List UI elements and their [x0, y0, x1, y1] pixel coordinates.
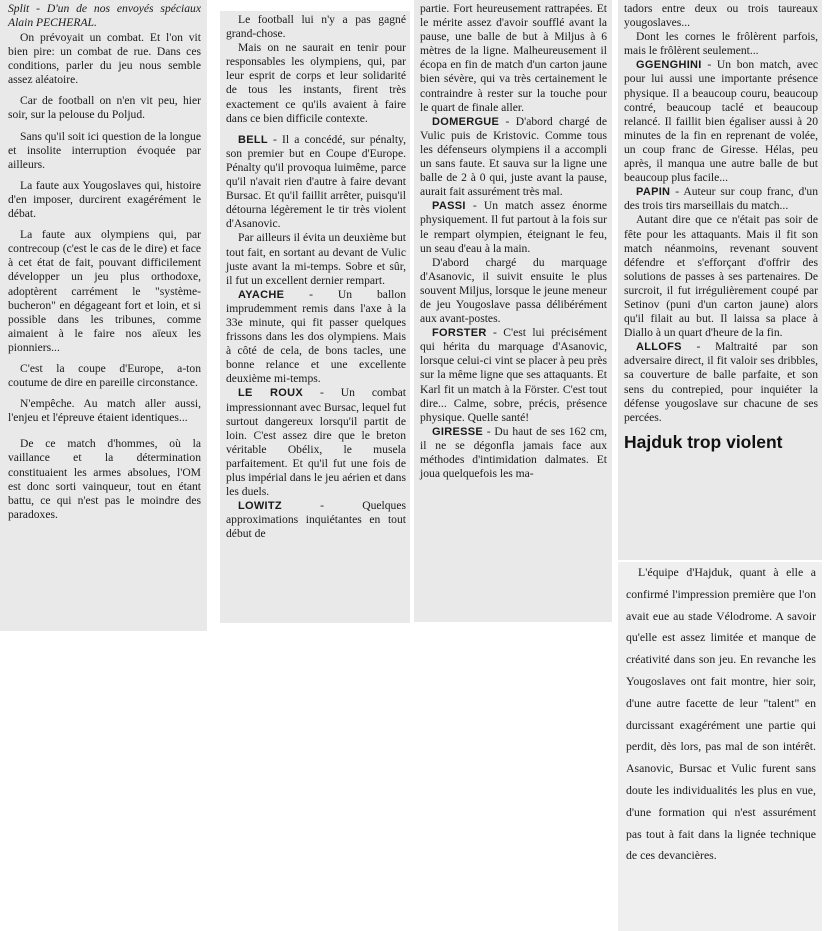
paragraph: L'équipe d'Hajduk, quant à elle a confirmé l'impression première que l'on avait eue au stade Vélodrome. A savoir qu'elle est assez limitée et manque de créativité dans son jeu. En revanche les Yougoslaves ont fait montre, hier soir, d'une autre facette de leur "talent" en durcissant exagérément une partie qui perdit, dès lors, pas mal de son intérêt. Asanovic, Bursac et Vulic furent sans doute les individualités les plus en vue, d'une formation qui n'est assurément pas tout à fait dans la lignée technique de ces devancières.: [626, 565, 816, 863]
paragraph: partie. Fort heureusement rattrapées. Et le mérite assez d'avoir soufflé avant la pause, une balle de but à Miljus à 6 mètres de la ligne. Malheureusement il écopa en fin de match d'un carton jaune bien sévère, qui va très certainement le contraindre à rester sur la touche pour le quart de finale aller.: [420, 2, 607, 114]
player-name: LE ROUX: [238, 387, 304, 400]
paragraph: On prévoyait un combat. Et l'on vit bien pire: un combat de rue. Dans ces conditions, parler du jeu nous semble assez aléatoire.: [8, 31, 201, 87]
player-name: GIRESSE: [432, 425, 484, 438]
player-name: GGENGHINI: [636, 59, 702, 72]
player-name: FORSTER: [432, 327, 487, 340]
paragraph: Autant dire que ce n'était pas soir de fête pour les attaquants. Mais il fit son match néanmoins, revenant souvent défendre et s'efforçant d'offrir des solutions de passes à ses partenaires. De surcroit, il fut irrégulièrement coupé par Setinov (puni d'un carton jaune) alors qu'il filait au but. Il laissa sa place à Diallo à un quart d'heure de la fin.: [624, 213, 818, 340]
player-name: ALLOFS: [636, 341, 682, 354]
player-comment: - Un ballon imprudemment remis dans l'axe à la 33e minute, qui fit passer quelques frissons dans les dos olympiens. Mais à côté de cela, de bons tacles, une bonne relance et une excellente deuxième mi-temps.: [226, 287, 406, 386]
paragraph: tadors entre deux ou trois taureaux yougoslaves...: [624, 2, 818, 30]
player-comment: - Du haut de ses 162 cm, il ne se dégonfla jamais face aux méthodes d'intimidation dalmates. Et joua quelquefois les ma-: [420, 424, 607, 481]
player-rating-lowitz: [226, 499, 406, 541]
paragraph: Par ailleurs il évita un deuxième but tout fait, en sortant au devant de Vulic juste avant la mi-temps. Sobre et sûr, il fut un excellent dernier rempart.: [226, 231, 406, 287]
player-name: AYACHE: [238, 288, 285, 301]
player-rating-domergue: [420, 115, 607, 200]
player-comment: - Auteur sur coup franc, d'un des trois tirs marseillais du match...: [624, 185, 818, 213]
article-column-4: [618, 0, 822, 560]
paragraph: N'empêche. Au match aller aussi, l'enjeu et l'épreuve étaient identiques...: [8, 397, 201, 425]
player-comment: - Quelques approximations inquiétantes en tout début de: [226, 499, 406, 541]
player-comment: - Il a concédé, sur pénalty, son premier but en Coupe d'Europe. Pénalty qu'il provoqua luimême, parce qu'il n'avait rien d'autre à faire devant Bursac. Et qu'il faillit arrêter, puisqu'il détourna légèrement le tir très violent d'Asanovic.: [226, 132, 406, 231]
player-rating-papin: [624, 185, 818, 213]
player-rating-allofs: [624, 340, 818, 425]
paragraph: Le football lui n'y a pas gagné grand-chose.: [226, 13, 406, 41]
paragraph: La faute aux olympiens qui, par contrecoup (c'est le cas de le dire) et face à cet état de fait, pouvant difficilement développer un jeu plus orthodoxe, adoptèrent carrément le "système-bucheron" en dégageant fort et loin, et si possible dans les tribunes, comme aimaient à le faire nos aïeux les pionniers...: [8, 228, 201, 354]
byline: Split - D'un de nos envoyés spéciaux Alain PECHERAL.: [8, 2, 201, 29]
player-rating-ggenghini: [624, 58, 818, 185]
player-rating-bell: [226, 133, 406, 232]
paragraph: D'abord chargé du marquage d'Asanovic, il suivit ensuite le plus souvent Miljus, lorsque le jeune meneur de jeu Yougoslave passa délibérément aux avant-postes.: [420, 255, 607, 326]
paragraph: Mais on ne saurait en tenir pour responsables les olympiens, qui, par leur esprit de corps et leur solidarité de tous les instants, firent très exactement ce qu'ils avaient à faire dans ce bien difficile contexte.: [226, 41, 406, 125]
player-comment: - Un match assez énorme physiquement. Il fut partout à la fois sur le rempart olympien, éteignant le feu, un seau d'eau à la main.: [420, 199, 607, 255]
player-name: PASSI: [432, 200, 466, 213]
player-name: LOWITZ: [238, 500, 282, 513]
article-column-3: [414, 0, 612, 622]
player-rating-passi: [420, 199, 607, 255]
section-heading: Hajduk trop violent: [624, 431, 783, 452]
player-comment: - C'est lui précisément qui hérita du marquage d'Asanovic, lorsque celui-ci vint se placer à peu près sur la même ligne que ses attaquants. Et Karl fit un match à la Förster. C'est tout dire... Calme, sobre, précis, présence physique. Quelle santé!: [420, 326, 607, 424]
player-name: PAPIN: [636, 186, 671, 199]
article-column-5: [618, 562, 822, 931]
article-column-1: [0, 0, 207, 631]
player-name: BELL: [238, 133, 268, 146]
article-column-2: [220, 11, 410, 623]
paragraph: Sans qu'il soit ici question de la longue et insolite interruption évoquée par ailleurs.: [8, 129, 201, 171]
player-rating-giresse: [420, 425, 607, 481]
player-rating-leroux: [226, 386, 406, 499]
player-rating-forster: [420, 326, 607, 425]
player-rating-ayache: [226, 288, 406, 387]
player-comment: - Un combat impressionnant avec Bursac, lequel fut surtout dangereux lorsqu'il partit de loin. C'est assez dire que le breton véritable Obélix, le musela parfaitement. Et qu'il fut une fois de plus impérial dans le jeu aérien et dans les duels.: [226, 386, 406, 499]
paragraph: De ce match d'hommes, où la vaillance et la détermination constituaient les armes absolues, l'OM est donc sorti vainqueur, tout en étant battu, ce qui n'est pas le moindre des paradoxes.: [8, 437, 201, 521]
player-comment: - D'abord chargé de Vulic puis de Kristovic. Comme tous les défenseurs olympiens il a accompli un sans faute. Et sauva sur la ligne une balle de 2 à 0 qui, juste avant la pause, aurait fait assurément très mal.: [420, 114, 607, 199]
paragraph: La faute aux Yougoslaves qui, histoire d'en imposer, durcirent exagérément le débat.: [8, 178, 201, 221]
player-comment: - Un bon match, avec pour lui aussi une importante présence physique. Il a beaucoup couru, beaucoup contré, beaucoup taclé et beaucoup relancé. Il faillit bien égaliser aussi à 20 minutes de la fin en reprenant de volée, un coup franc de Giresse. Hélas, peu après, il manqua une autre balle de but beaucoup plus facile...: [624, 58, 818, 185]
paragraph: Car de football on n'en vit peu, hier soir, sur la pelouse du Poljud.: [8, 94, 201, 122]
player-comment: - Maltraité par son adversaire direct, il fit valoir ses dribbles, sa couverture de balle parfaite, et son sens du contrepied, pour inquiéter la défense yougoslave sur chacune de ses percées.: [624, 340, 818, 424]
player-name: DOMERGUE: [432, 115, 500, 128]
paragraph: Dont les cornes le frôlèrent parfois, mais le frôlèrent seulement...: [624, 30, 818, 58]
paragraph: C'est la coupe d'Europe, a-ton coutume de dire en pareille circonstance.: [8, 361, 201, 390]
